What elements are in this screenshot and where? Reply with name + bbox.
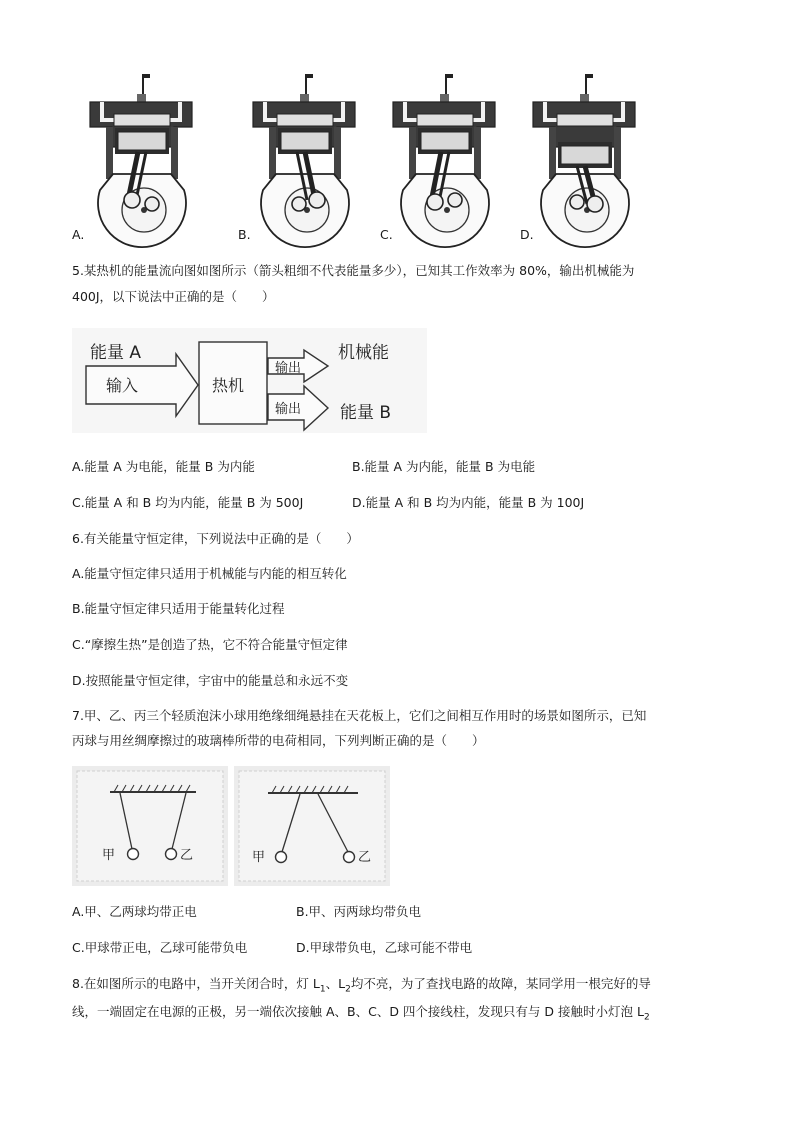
energy-flow-diagram — [72, 328, 427, 433]
q8-line1-part-b: 均不亮，为了查找电路的故障，某同学用一根完好的导 — [350, 976, 651, 991]
energy-b-text: 能量 B — [340, 403, 392, 423]
ball-panel-left — [72, 766, 228, 886]
q6-option-b: B.能量守恒定律只适用于能量转化过程 — [72, 601, 285, 616]
q8-line1-sep: 、L — [325, 976, 346, 991]
mechanical-energy-text: 机械能 — [338, 343, 389, 363]
output-top-text: 输出 — [275, 361, 302, 376]
q5-option-c: C.能量 A 和 B 均为内能，能量 B 为 500J — [72, 495, 304, 510]
q6-option-c: C.“摩擦生热”是创造了热，它不符合能量守恒定律 — [72, 637, 348, 652]
q8-stem-line1 — [72, 975, 651, 999]
option-a-label: A. — [72, 227, 85, 242]
q8-line2-sub: 2 — [643, 1012, 650, 1023]
engine-figure-c — [393, 74, 495, 247]
q5-stem-line2: 400J，以下说法中正确的是（ ） — [72, 289, 275, 304]
left-ball-label-1: 甲 — [102, 848, 116, 863]
charged-balls-figure — [72, 766, 390, 886]
option-b-label: B. — [238, 227, 251, 242]
engine-figures — [0, 0, 794, 250]
left-ball-label-2: 乙 — [180, 848, 194, 863]
q7-stem-line1: 7.甲、乙、丙三个轻质泡沫小球用绝缘细绳悬挂在天花板上，它们之间相互作用时的场景如图所示，已知 — [72, 708, 647, 723]
q6-stem: 6.有关能量守恒定律，下列说法中正确的是（ ） — [72, 531, 359, 546]
q8-stem-line2 — [72, 1003, 650, 1027]
q8-line2-text: 线，一端固定在电源的正极，另一端依次接触 A、B、C、D 四个接线柱，发现只有与 D 接触时小灯泡 L — [72, 1004, 644, 1019]
input-text: 输入 — [106, 376, 139, 395]
ball-panel-right — [234, 766, 390, 886]
energy-a-text: 能量 A — [90, 343, 142, 363]
q5-stem-line1: 5.某热机的能量流向图如图所示（箭头粗细不代表能量多少），已知其工作效率为 80%，输出机械能为 — [72, 263, 635, 278]
q6-option-d: D.按照能量守恒定律，宇宙中的能量总和永远不变 — [72, 673, 349, 688]
q7-option-d: D.甲球带负电，乙球可能不带电 — [296, 940, 473, 955]
engine-figure-a — [90, 74, 192, 247]
q5-option-d: D.能量 A 和 B 均为内能，能量 B 为 100J — [352, 495, 585, 510]
q5-option-a: A.能量 A 为电能，能量 B 为内能 — [72, 459, 255, 474]
q7-stem-line2: 丙球与用丝绸摩擦过的玻璃棒所带的电荷相同，下列判断正确的是（ ） — [72, 733, 485, 748]
engine-figure-b — [253, 74, 355, 247]
q7-option-a: A.甲、乙两球均带正电 — [72, 904, 197, 919]
engine-text: 热机 — [212, 376, 245, 395]
q5-option-b: B.能量 A 为内能，能量 B 为电能 — [352, 459, 536, 474]
output-bottom-text: 输出 — [275, 402, 302, 417]
q8-line1-sub1: 1 — [319, 984, 326, 995]
q8-line1-sub2: 2 — [345, 984, 351, 995]
engine-figure-d — [533, 74, 635, 247]
q6-option-a: A.能量守恒定律只适用于机械能与内能的相互转化 — [72, 566, 347, 581]
right-ball-label-1: 甲 — [252, 850, 266, 865]
q7-option-b: B.甲、丙两球均带负电 — [296, 904, 422, 919]
q8-line1-part-a: 8.在如图所示的电路中，当开关闭合时，灯 L — [72, 976, 320, 991]
option-c-label: C. — [380, 227, 393, 242]
q7-option-c: C.甲球带正电，乙球可能带负电 — [72, 940, 248, 955]
right-ball-label-2: 乙 — [358, 850, 372, 865]
option-d-label: D. — [520, 227, 534, 242]
